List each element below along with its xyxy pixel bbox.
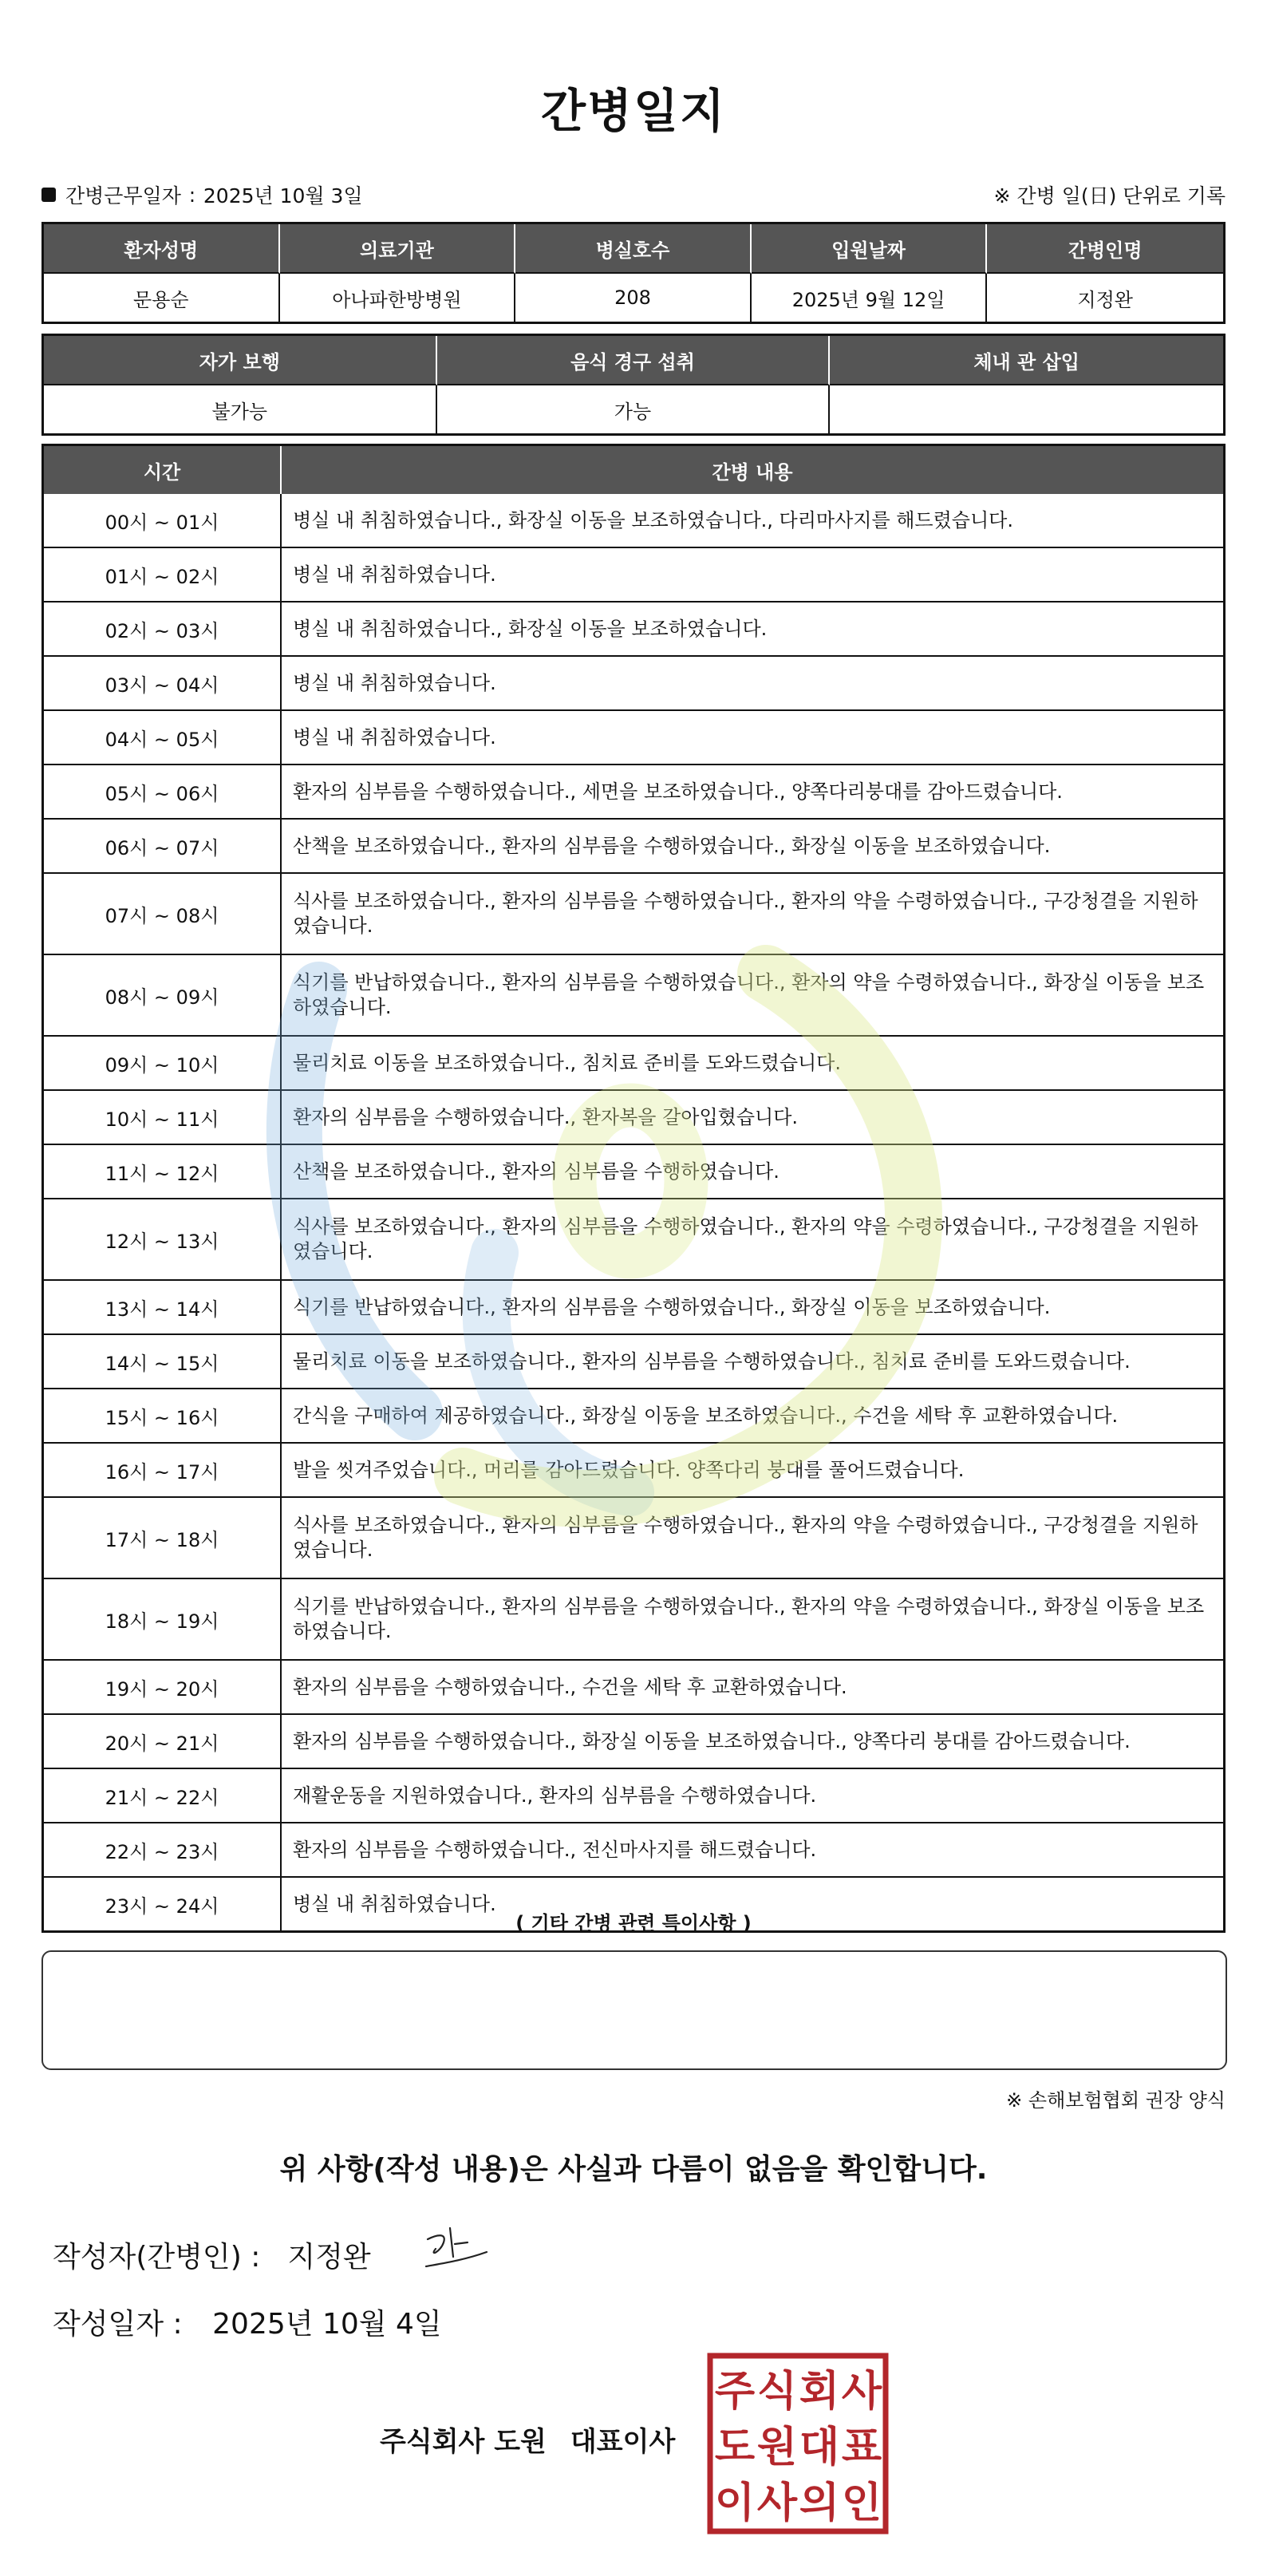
care-content: 병실 내 취침하였습니다., 화장실 이동을 보조하였습니다., 다리마사지를 해드렸습니다.	[282, 494, 1223, 548]
care-time: 17시 ~ 18시	[44, 1498, 282, 1579]
care-time: 07시 ~ 08시	[44, 874, 282, 955]
company-name: 주식회사 도원	[380, 2426, 547, 2458]
care-time: 19시 ~ 20시	[44, 1661, 282, 1715]
recommend-note: ※ 손해보험협회 권장 양식	[1006, 2089, 1226, 2112]
header-oral-intake: 음식 경구 섭취	[437, 336, 831, 385]
written-date-label: 작성일자 :	[53, 2308, 183, 2341]
header-caregiver: 간병인명	[987, 224, 1223, 274]
care-time: 11시 ~ 12시	[44, 1145, 282, 1199]
care-time: 13시 ~ 14시	[44, 1281, 282, 1335]
seal-glyph: 식	[756, 2368, 798, 2416]
care-log-row	[44, 1091, 1223, 1145]
patient-name: 문용순	[44, 274, 280, 322]
care-log-row	[44, 548, 1223, 603]
care-log-row	[44, 1579, 1223, 1661]
care-time: 08시 ~ 09시	[44, 955, 282, 1037]
care-content: 병실 내 취침하였습니다.	[282, 657, 1223, 711]
meta-row	[41, 179, 1226, 211]
care-content: 물리치료 이동을 보조하였습니다., 침치료 준비를 도와드렸습니다.	[282, 1037, 1223, 1091]
bullet-square-icon	[41, 188, 56, 202]
care-log-row	[44, 1715, 1223, 1769]
care-time: 09시 ~ 10시	[44, 1037, 282, 1091]
care-time: 23시 ~ 24시	[44, 1878, 282, 1930]
institution: 아나파한방병원	[280, 274, 516, 322]
written-date-line	[53, 2301, 442, 2342]
care-content: 식사를 보조하였습니다., 환자의 심부름을 수행하였습니다., 환자의 약을 수령하였습니다., 구강청결을 지원하였습니다.	[282, 1199, 1223, 1281]
care-log-row	[44, 1498, 1223, 1579]
company-line	[380, 2420, 675, 2459]
care-time: 02시 ~ 03시	[44, 603, 282, 657]
company-title: 대표이사	[570, 2426, 676, 2458]
seal-glyph: 사	[841, 2368, 882, 2416]
seal-glyph: 표	[841, 2424, 882, 2471]
care-log-row	[44, 1769, 1223, 1823]
care-log-row	[44, 711, 1223, 765]
care-log-row	[44, 1145, 1223, 1199]
seal-glyph: 이	[714, 2479, 756, 2527]
care-time: 10시 ~ 11시	[44, 1091, 282, 1145]
header-walking: 자가 보행	[44, 336, 437, 385]
document-title: 간병일지	[540, 84, 727, 138]
care-log-row	[44, 1037, 1223, 1091]
care-date-value: 2025년 10월 3일	[203, 184, 363, 207]
care-content: 산책을 보조하였습니다., 환자의 심부름을 수행하였습니다., 화장실 이동을 보조하였습니다.	[282, 820, 1223, 874]
seal-glyph: 회	[799, 2368, 840, 2416]
care-time: 18시 ~ 19시	[44, 1579, 282, 1661]
care-content: 식사를 보조하였습니다., 환자의 심부름을 수행하였습니다., 환자의 약을 수령하였습니다., 구강청결을 지원하였습니다.	[282, 1498, 1223, 1579]
care-log-row	[44, 874, 1223, 955]
care-log-row	[44, 1281, 1223, 1335]
writer-label: 작성자(간병인) :	[53, 2241, 261, 2274]
seal-glyph: 주	[714, 2368, 756, 2416]
care-log-row	[44, 1199, 1223, 1281]
care-time: 22시 ~ 23시	[44, 1823, 282, 1878]
writer-name: 지정완	[287, 2241, 371, 2274]
care-log-row	[44, 603, 1223, 657]
care-content: 병실 내 취침하였습니다., 화장실 이동을 보조하였습니다.	[282, 603, 1223, 657]
care-content: 병실 내 취침하였습니다.	[293, 1892, 496, 1915]
care-time: 12시 ~ 13시	[44, 1199, 282, 1281]
notes-box	[41, 1950, 1227, 2070]
patient-info-table	[41, 222, 1226, 324]
care-time: 14시 ~ 15시	[44, 1335, 282, 1389]
care-log-row	[44, 765, 1223, 820]
care-content: 병실 내 취침하였습니다.	[282, 548, 1223, 603]
care-log-row	[44, 1661, 1223, 1715]
care-content: 식사를 보조하였습니다., 환자의 심부름을 수행하였습니다., 환자의 약을 수령하였습니다., 구강청결을 지원하였습니다.	[282, 874, 1223, 955]
meta-separator: :	[188, 183, 196, 207]
signature-image	[420, 2220, 491, 2276]
walking-value: 불가능	[44, 385, 437, 433]
care-content: 간식을 구매하여 제공하였습니다., 화장실 이동을 보조하였습니다., 수건을 세탁 후 교환하였습니다.	[282, 1389, 1223, 1444]
care-time: 16시 ~ 17시	[44, 1444, 282, 1498]
seal-glyph: 도	[714, 2424, 756, 2471]
care-log-row	[44, 1823, 1223, 1878]
care-content: 재활운동을 지원하였습니다., 환자의 심부름을 수행하였습니다.	[282, 1769, 1223, 1823]
care-content: 산책을 보조하였습니다., 환자의 심부름을 수행하였습니다.	[282, 1145, 1223, 1199]
care-time: 15시 ~ 16시	[44, 1389, 282, 1444]
care-time: 04시 ~ 05시	[44, 711, 282, 765]
care-content: 환자의 심부름을 수행하였습니다., 세면을 보조하였습니다., 양쪽다리붕대를 감아드렸습니다.	[282, 765, 1223, 820]
notes-title: ( 기타 간병 관련 특이사항 )	[515, 1912, 752, 1934]
unit-note: ※ 간병 일(日) 단위로 기록	[993, 184, 1226, 207]
care-date-label: 간병근무일자	[65, 184, 181, 207]
confirmation-statement: 위 사항(작성 내용)은 사실과 다름이 없음을 확인합니다.	[279, 2153, 988, 2186]
care-content: 환자의 심부름을 수행하였습니다., 수건을 세탁 후 교환하였습니다.	[282, 1661, 1223, 1715]
care-log-row	[44, 955, 1223, 1037]
care-content: 환자의 심부름을 수행하였습니다., 전신마사지를 해드렸습니다.	[282, 1823, 1223, 1878]
care-log-table	[41, 444, 1226, 1933]
tube-value	[830, 385, 1223, 433]
care-log-row	[44, 820, 1223, 874]
seal-glyph: 인	[841, 2479, 882, 2527]
seal-glyph: 원	[756, 2424, 798, 2471]
caregiver-name: 지정완	[1077, 288, 1133, 311]
care-log-row	[44, 657, 1223, 711]
header-admission-date: 입원날짜	[752, 224, 988, 274]
room-number: 208	[515, 274, 752, 322]
care-time: 06시 ~ 07시	[44, 820, 282, 874]
care-content: 식기를 반납하였습니다., 환자의 심부름을 수행하였습니다., 환자의 약을 수령하였습니다., 화장실 이동을 보조하였습니다.	[282, 1579, 1223, 1661]
header-institution: 의료기관	[280, 224, 516, 274]
header-tube: 체내 관 삽입	[830, 336, 1223, 385]
seal-glyph: 사	[756, 2479, 798, 2527]
header-room: 병실호수	[515, 224, 752, 274]
header-patient-name: 환자성명	[44, 224, 280, 274]
care-time: 21시 ~ 22시	[44, 1769, 282, 1823]
care-time: 00시 ~ 01시	[44, 494, 282, 548]
patient-status-table	[41, 334, 1226, 436]
care-log-body	[44, 494, 1223, 1930]
care-log-row	[44, 494, 1223, 548]
care-log-row	[44, 1335, 1223, 1389]
written-date-value: 2025년 10월 4일	[212, 2308, 442, 2341]
care-content: 식기를 반납하였습니다., 환자의 심부름을 수행하였습니다., 환자의 약을 수령하였습니다., 화장실 이동을 보조하였습니다.	[282, 955, 1223, 1037]
care-time: 03시 ~ 04시	[44, 657, 282, 711]
care-time: 20시 ~ 21시	[44, 1715, 282, 1769]
header-care-content: 간병 내용	[282, 446, 1223, 494]
oral-intake-value: 가능	[437, 385, 831, 433]
care-time: 05시 ~ 06시	[44, 765, 282, 820]
care-content: 물리치료 이동을 보조하였습니다., 환자의 심부름을 수행하였습니다., 침치료 준비를 도와드렸습니다.	[282, 1335, 1223, 1389]
company-seal-stamp	[707, 2353, 889, 2535]
care-content: 발을 씻겨주었습니다., 머리를 감아드렸습니다. 양쪽다리 붕대를 풀어드렸습니다.	[282, 1444, 1223, 1498]
care-content: 환자의 심부름을 수행하였습니다., 화장실 이동을 보조하였습니다., 양쪽다리 붕대를 감아드렸습니다.	[282, 1715, 1223, 1769]
seal-glyph: 대	[799, 2424, 840, 2471]
header-time: 시간	[44, 446, 282, 494]
admission-date: 2025년 9월 12일	[752, 274, 988, 322]
care-content: 환자의 심부름을 수행하였습니다., 환자복을 갈아입혔습니다.	[282, 1091, 1223, 1145]
care-content: 병실 내 취침하였습니다.	[282, 711, 1223, 765]
care-log-row	[44, 1389, 1223, 1444]
care-log-row	[44, 1444, 1223, 1498]
seal-glyph: 의	[799, 2479, 840, 2527]
care-time: 01시 ~ 02시	[44, 548, 282, 603]
care-content: 식기를 반납하였습니다., 환자의 심부름을 수행하였습니다., 화장실 이동을 보조하였습니다.	[282, 1281, 1223, 1335]
writer-line	[53, 2234, 371, 2275]
